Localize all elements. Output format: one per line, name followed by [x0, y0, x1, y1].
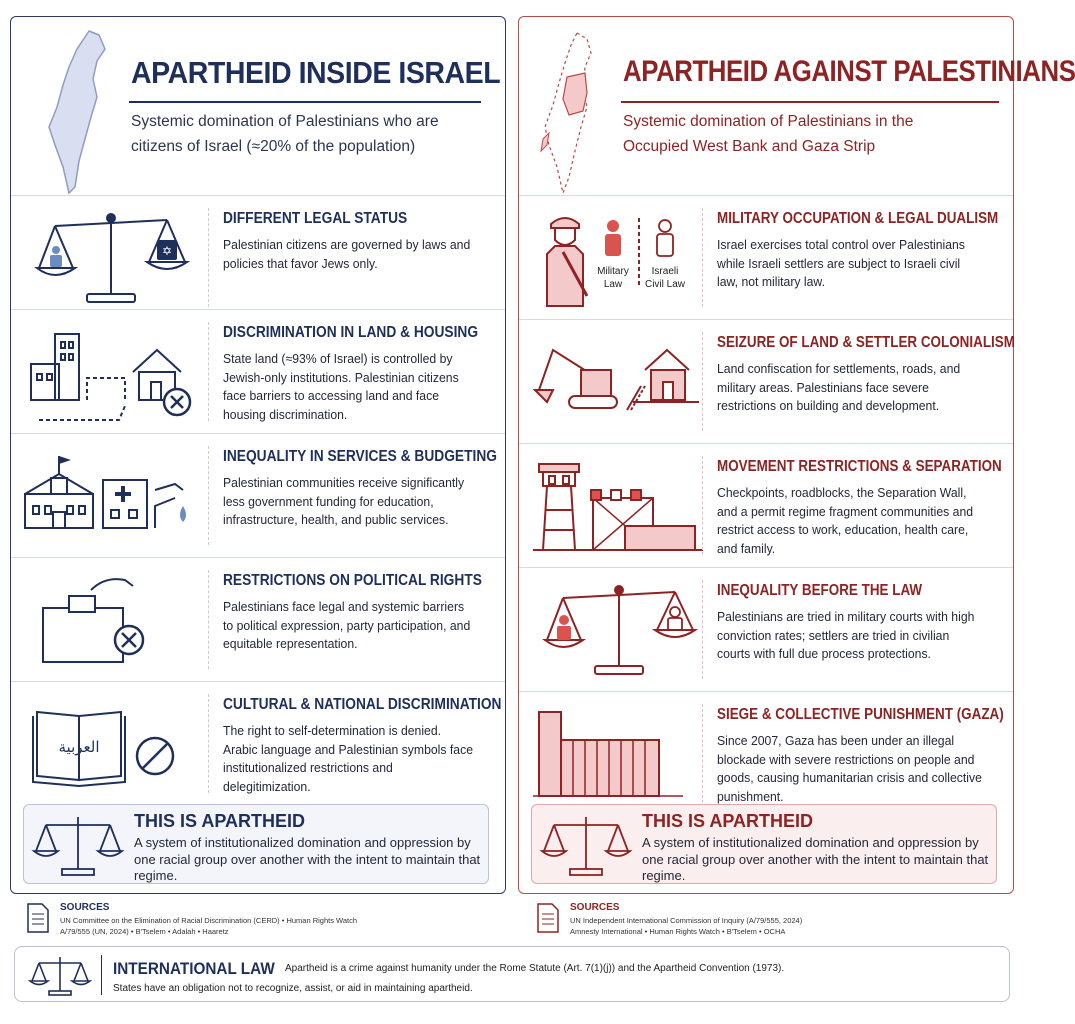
section-body: Palestinians face legal and systemic barriers to political expression, party participation, and equitable representation. [223, 599, 471, 651]
sources-line: UN Committee on the Elimination of Racial Discrimination (CERD) • Human Rights Watch [60, 916, 358, 925]
scales-icon [32, 811, 124, 877]
right-header [519, 17, 1075, 195]
section-divider [702, 704, 703, 803]
soldier-icon [533, 206, 705, 310]
section-movement-restrictions [519, 443, 1013, 567]
sources-left [26, 900, 506, 942]
section-title: MILITARY OCCUPATION & LEGAL DUALISM [717, 210, 999, 227]
title-underline [621, 101, 999, 103]
excavator-icon [533, 330, 705, 434]
section-divider [702, 332, 703, 431]
title-underline [129, 101, 481, 103]
section-title: SIEGE & COLLECTIVE PUNISHMENT (GAZA) [717, 706, 1004, 723]
sources-line: Amnesty International • Human Rights Watch • B'Tselem • OCHA [570, 927, 786, 936]
apartheid-definition: A system of institutionalized domination and oppression by one racial group over another with the intent to maintain that regime. [642, 835, 989, 883]
sources-right [536, 900, 1006, 942]
this-is-apartheid-box [23, 804, 489, 884]
sources-title: SOURCES [60, 902, 110, 913]
section-body: Palestinian citizens are governed by laws and policies that favor Jews only. [223, 237, 471, 271]
section-political-rights [11, 557, 505, 681]
section-cultural-national [11, 681, 505, 805]
section-body: State land (≈93% of Israel) is controlled by Jewish-only institutions. Palestinian citizens face barriers to accessing land and face housing discrimination. [223, 351, 459, 422]
section-legal-status [11, 195, 505, 319]
section-body: Palestinians are tried in military courts with high conviction rates; settlers are tried in civilian courts with full due process protections. [717, 609, 975, 661]
palestine-map-icon [527, 27, 607, 195]
apartheid-title: THIS IS APARTHEID [134, 811, 306, 831]
section-divider [208, 446, 209, 545]
scales-icon [29, 953, 91, 997]
section-divider [702, 456, 703, 555]
scales-icon [533, 578, 705, 682]
section-title: INEQUALITY BEFORE THE LAW [717, 582, 923, 599]
subtitle-left: Systemic domination of Palestinians who are citizens of Israel (≈20% of the population) [131, 113, 439, 155]
person-icon [605, 220, 621, 256]
section-military-occupation [519, 195, 1013, 319]
page-title-left: APARTHEID INSIDE ISRAEL [131, 55, 501, 90]
checkpoint-barrier-icon [591, 490, 695, 550]
svg-text:العربية: العربية [58, 738, 100, 756]
subtitle-right: Systemic domination of Palestinians in the Occupied West Bank and Gaza Strip [623, 113, 914, 155]
book-arabic-icon [25, 692, 197, 796]
gaza-wall-icon [533, 702, 705, 806]
apartheid-title: THIS IS APARTHEID [642, 811, 814, 831]
section-body: Since 2007, Gaza has been under an illegal blockade with severe restrictions on people and goods, causing humanitarian crisis and collective punishment. [717, 733, 982, 804]
sources-title: SOURCES [570, 902, 620, 913]
section-title: DISCRIMINATION IN LAND & HOUSING [223, 324, 479, 341]
section-body: Israel exercises total control over Palestinians while Israeli settlers are subject to Israeli civil law, not military law. [717, 237, 965, 289]
right-panel [518, 16, 1075, 894]
sources-list [570, 915, 1010, 937]
section-title: INEQUALITY IN SERVICES & BUDGETING [223, 448, 497, 465]
international-law-obligation: States have an obligation not to recognize, assist, or aid in maintaining apartheid. [113, 983, 473, 994]
person-icon [657, 220, 673, 256]
section-land-housing [11, 309, 505, 433]
sources-list [60, 915, 500, 937]
school-hospital-icon [25, 444, 197, 548]
sources-line: UN Independent International Commission of Inquiry (A/79/555, 2024) [570, 916, 803, 925]
scales-icon [540, 811, 632, 877]
page-title-right: APARTHEID AGAINST PALESTINIANS [623, 55, 1075, 88]
document-icon [26, 902, 50, 934]
left-header [11, 17, 505, 195]
section-divider [208, 570, 209, 669]
apartheid-definition: A system of institutionalized domination and oppression by one racial group over another with the intent to maintain that regime. [134, 835, 481, 883]
svg-text:Military: Military [597, 266, 629, 277]
svg-text:Civil Law: Civil Law [644, 279, 686, 290]
international-law-text: Apartheid is a crime against humanity under the Rome Statute (Art. 7(1)(j)) and the Apartheid Convention (1973). [285, 963, 785, 974]
section-body: Land confiscation for settlements, roads, and military areas. Palestinians face severe restrictions on building and development. [717, 361, 961, 413]
scales-icon [25, 206, 197, 310]
israel-map-icon [27, 27, 117, 195]
section-body: Checkpoints, roadblocks, the Separation Wall, and a permit regime fragment communities and restrict access to work, education, health care, and family. [717, 485, 974, 556]
section-divider [208, 322, 209, 421]
svg-text:Law: Law [603, 279, 623, 290]
sources-line: A/79/555 (UN, 2024) • B'Tselem • Adalah • Haaretz [60, 927, 229, 936]
section-siege-gaza [519, 691, 1013, 815]
section-divider [702, 208, 703, 307]
document-icon [536, 902, 560, 934]
left-panel [10, 16, 506, 894]
section-body: Palestinian communities receive significantly less government funding for education, infrastructure, health, and public services. [223, 475, 465, 527]
section-divider [208, 694, 209, 793]
section-title: DIFFERENT LEGAL STATUS [223, 210, 408, 227]
international-law-title: INTERNATIONAL LAW [113, 959, 275, 978]
section-title: SEIZURE OF LAND & SETTLER COLONIALISM [717, 334, 1015, 351]
svg-text:✡: ✡ [161, 244, 173, 258]
section-title: MOVEMENT RESTRICTIONS & SEPARATION [717, 458, 1002, 475]
section-title: RESTRICTIONS ON POLITICAL RIGHTS [223, 572, 482, 589]
international-law-banner [14, 946, 1010, 1002]
no-symbol-icon [137, 738, 173, 774]
section-services-budgeting [11, 433, 505, 557]
section-land-seizure [519, 319, 1013, 443]
ballot-box-icon [25, 568, 197, 672]
section-title: CULTURAL & NATIONAL DISCRIMINATION [223, 696, 502, 713]
section-divider [702, 580, 703, 679]
section-body: The right to self-determination is denied. Arabic language and Palestinian symbols face institutionalized restrictions and delegitimization. [223, 723, 473, 794]
svg-text:Israeli: Israeli [651, 266, 679, 277]
buildings-icon [25, 320, 197, 424]
this-is-apartheid-box [531, 804, 997, 884]
section-divider [208, 208, 209, 307]
banner-divider [101, 955, 102, 995]
section-inequality-law [519, 567, 1013, 691]
watchtower-icon [533, 454, 705, 558]
